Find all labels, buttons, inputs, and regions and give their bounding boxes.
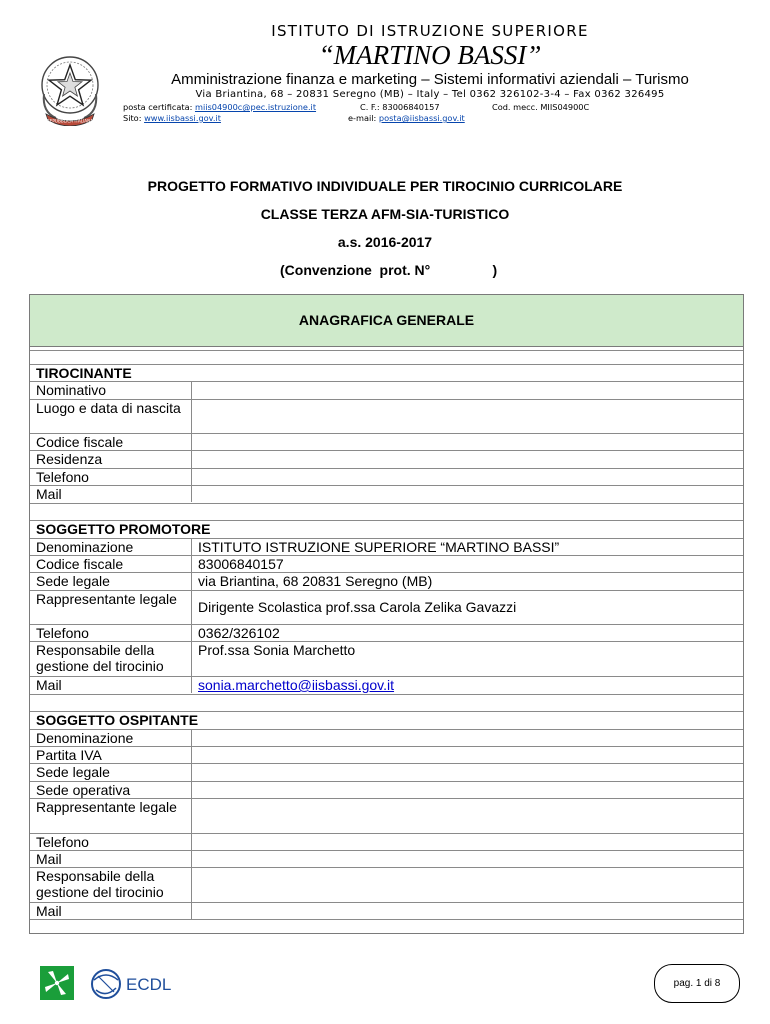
label-responsabile-tirocinio: Responsabile della gestione del tirocinio xyxy=(36,868,164,900)
school-year: a.s. 2016-2017 xyxy=(337,234,433,250)
school-departments: Amministrazione finanza e marketing – Sistemi informativi aziendali – Turismo xyxy=(171,71,689,88)
email-label: e-mail: xyxy=(348,113,377,123)
ecdl-logo-icon xyxy=(88,966,184,1002)
tax-code: C. F.: 83006840157 xyxy=(360,102,440,112)
label-telefono: Telefono xyxy=(36,625,89,641)
emblem-text: REPUBBLICA ITALIANA xyxy=(46,118,94,124)
label-partita-iva: Partita IVA xyxy=(36,747,102,763)
lombardy-logo-icon xyxy=(40,966,74,1000)
pec-link[interactable]: miis04900c@pec.istruzione.it xyxy=(194,102,317,112)
label-residenza: Residenza xyxy=(36,451,103,467)
site-link[interactable]: www.iisbassi.gov.it xyxy=(144,113,221,123)
value-sede-legale: via Briantina, 68 20831 Seregno (MB) xyxy=(198,573,433,589)
section-title-promotore: SOGGETTO PROMOTORE xyxy=(36,521,211,537)
pec-label: posta certificata: xyxy=(123,102,193,112)
label-rappresentante-legale: Rappresentante legale xyxy=(36,799,177,815)
label-responsabile-tirocinio: Responsabile della gestione del tirocinio xyxy=(36,642,164,674)
label-codice-fiscale: Codice fiscale xyxy=(36,556,124,572)
label-telefono: Telefono xyxy=(36,834,89,850)
value-responsabile-tirocinio: Prof.ssa Sonia Marchetto xyxy=(198,642,356,658)
label-sede-operativa: Sede operativa xyxy=(36,782,131,798)
label-mail: Mail xyxy=(36,903,62,919)
responsabile-email-link[interactable]: sonia.marchetto@iisbassi.gov.it xyxy=(198,677,395,693)
form-table xyxy=(29,294,744,934)
value-denominazione: ISTITUTO ISTRUZIONE SUPERIORE “MARTINO BASSI” xyxy=(198,539,560,555)
label-rappresentante-legale: Rappresentante legale xyxy=(36,591,177,607)
school-type: ISTITUTO DI ISTRUZIONE SUPERIORE xyxy=(271,22,589,40)
email-link[interactable]: posta@iisbassi.gov.it xyxy=(378,113,465,123)
document-title: PROGETTO FORMATIVO INDIVIDUALE PER TIROCINIO CURRICOLARE xyxy=(147,178,623,194)
ecdl-text: ECDL xyxy=(126,975,172,994)
republic-emblem-icon xyxy=(36,52,104,126)
label-sede-legale: Sede legale xyxy=(36,764,110,780)
pec-line xyxy=(123,102,316,112)
label-nominativo: Nominativo xyxy=(36,382,107,398)
label-mail: Mail xyxy=(36,486,62,502)
label-luogo-data-nascita: Luogo e data di nascita xyxy=(36,400,181,416)
school-address: Via Briantina, 68 – 20831 Seregno (MB) – Italy – Tel 0362 326102-3-4 – Fax 0362 326495 xyxy=(195,89,665,100)
value-codice-fiscale: 83006840157 xyxy=(198,556,284,572)
table-heading: ANAGRAFICA GENERALE xyxy=(30,295,743,347)
class-subtitle: CLASSE TERZA AFM-SIA-TURISTICO xyxy=(260,206,510,222)
value-telefono: 0362/326102 xyxy=(198,625,280,641)
label-denominazione: Denominazione xyxy=(36,730,134,746)
section-title-ospitante: SOGGETTO OSPITANTE xyxy=(36,712,199,728)
mechanographic-code: Cod. mecc. MIIS04900C xyxy=(492,102,590,112)
page-counter: pag. 1 di 8 xyxy=(654,964,740,1003)
label-codice-fiscale: Codice fiscale xyxy=(36,434,124,450)
section-title-tirocinante: TIROCINANTE xyxy=(36,365,132,381)
label-denominazione: Denominazione xyxy=(36,539,134,555)
site-line xyxy=(123,113,221,123)
agreement-reference: (Convenzione prot. N° ) xyxy=(280,262,498,278)
label-mail: Mail xyxy=(36,851,62,867)
label-mail: Mail xyxy=(36,677,62,693)
value-rappresentante-legale: Dirigente Scolastica prof.ssa Carola Zelika Gavazzi xyxy=(198,599,517,615)
label-sede-legale: Sede legale xyxy=(36,573,110,589)
email-line xyxy=(348,113,465,123)
site-label: Sito: xyxy=(123,113,142,123)
label-telefono: Telefono xyxy=(36,469,89,485)
school-name: “MARTINO BASSI” xyxy=(318,40,542,70)
